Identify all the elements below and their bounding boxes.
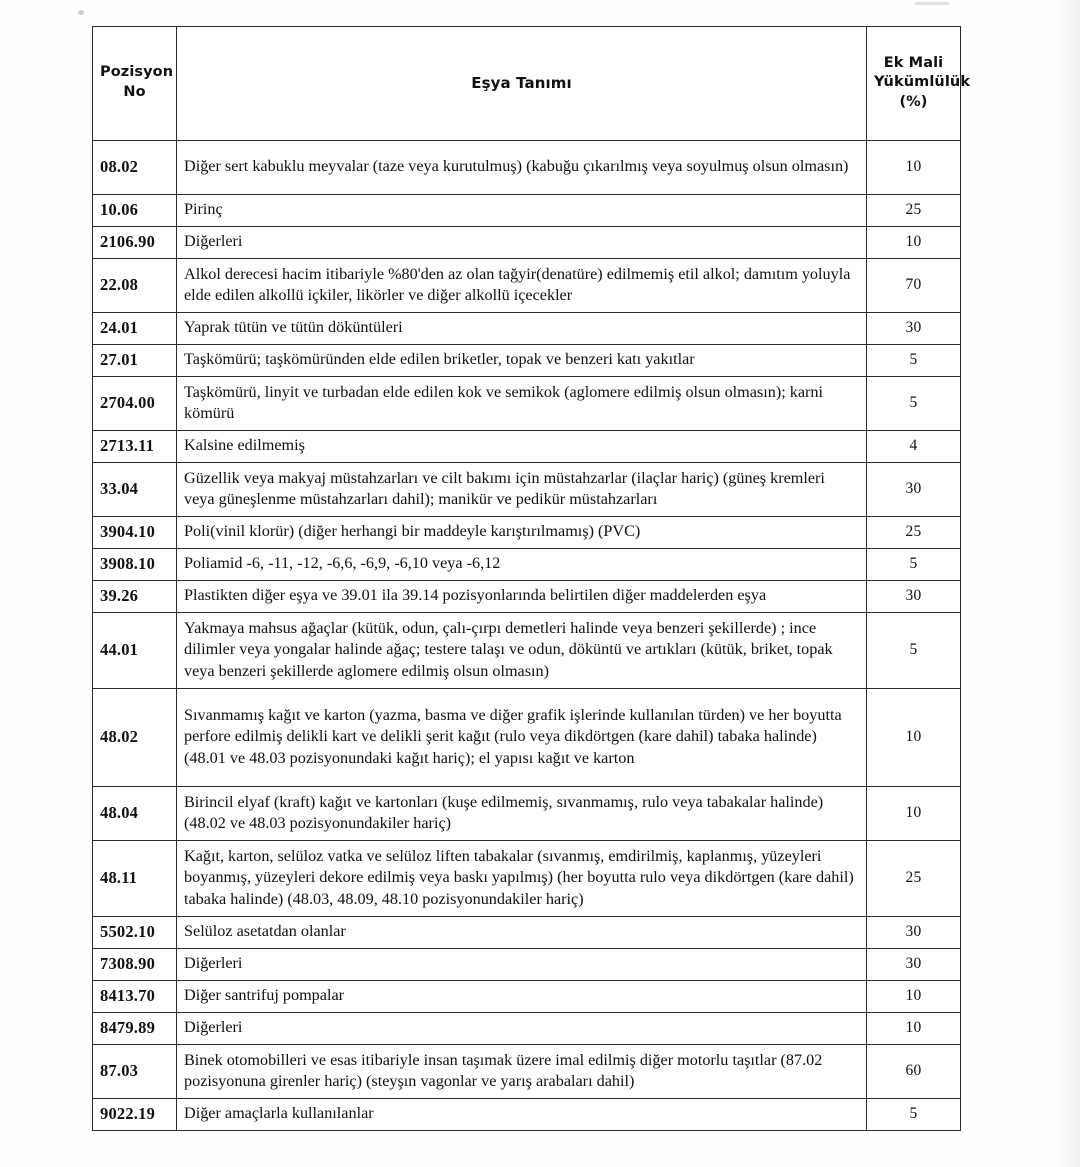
table-row [93, 841, 961, 917]
cell-description: Binek otomobilleri ve esas itibariyle insan taşımak üzere imal edilmiş diğer motorlu taşıtlar (87.02 pozisyonuna girenler hariç) (steyşın vagonlar ve yarış arabaları dahil) [177, 1045, 867, 1099]
cell-position-no: 3908.10 [93, 549, 177, 581]
column-header-position-no [93, 27, 177, 141]
cell-position-no: 2106.90 [93, 227, 177, 259]
table-row [93, 581, 961, 613]
cell-position-no: 7308.90 [93, 949, 177, 981]
table-header-row [93, 27, 961, 141]
cell-description: Sıvanmamış kağıt ve karton (yazma, basma ve diğer grafik işlerinde kullanılan türden) ve her boyutta perfore edilmiş delikli kart ve delikli şerit kağıt (rulo veya dikdörtgen (kare dahil) tabaka halinde) (48.01 ve 48.03 pozisyonundaki kağıt hariç); el yapısı kağıt ve karton [177, 689, 867, 787]
column-header-rate-line3: (%) [899, 93, 928, 110]
table-row [93, 981, 961, 1013]
cell-rate: 30 [867, 581, 961, 613]
cell-rate: 5 [867, 549, 961, 581]
tariff-table-container [92, 26, 971, 1131]
cell-position-no: 27.01 [93, 345, 177, 377]
table-row [93, 1045, 961, 1099]
cell-description: Diğer sert kabuklu meyvalar (taze veya kurutulmuş) (kabuğu çıkarılmış veya soyulmuş olsun olmasın) [177, 141, 867, 195]
column-header-position-no-line2: No [123, 84, 146, 100]
cell-position-no: 9022.19 [93, 1099, 177, 1131]
cell-position-no: 10.06 [93, 195, 177, 227]
cell-rate: 30 [867, 463, 961, 517]
table-row [93, 431, 961, 463]
scan-artifact-top-right [915, 2, 949, 5]
cell-position-no: 48.02 [93, 689, 177, 787]
column-header-description: Eşya Tanımı [177, 27, 867, 141]
cell-rate: 5 [867, 345, 961, 377]
cell-description: Yaprak tütün ve tütün döküntüleri [177, 313, 867, 345]
cell-position-no: 2704.00 [93, 377, 177, 431]
cell-rate: 10 [867, 689, 961, 787]
cell-rate: 60 [867, 1045, 961, 1099]
table-row [93, 141, 961, 195]
cell-rate: 10 [867, 1013, 961, 1045]
table-row [93, 787, 961, 841]
cell-position-no: 39.26 [93, 581, 177, 613]
cell-rate: 5 [867, 377, 961, 431]
cell-rate: 30 [867, 949, 961, 981]
cell-rate: 25 [867, 195, 961, 227]
cell-position-no: 22.08 [93, 259, 177, 313]
cell-description: Diğer santrifuj pompalar [177, 981, 867, 1013]
table-row [93, 313, 961, 345]
table-header [93, 27, 971, 141]
cell-position-no: 24.01 [93, 313, 177, 345]
cell-rate: 30 [867, 917, 961, 949]
cell-rate: 10 [867, 787, 961, 841]
table-row [93, 1099, 961, 1131]
table-row [93, 949, 961, 981]
cell-description: Taşkömürü; taşkömüründen elde edilen briketler, topak ve benzeri katı yakıtlar [177, 345, 867, 377]
table-row [93, 689, 961, 787]
cell-description: Selüloz asetatdan olanlar [177, 917, 867, 949]
cell-description: Birincil elyaf (kraft) kağıt ve kartonları (kuşe edilmemiş, sıvanmamış, rulo veya tabakalar halinde) (48.02 ve 48.03 pozisyonundakiler hariç) [177, 787, 867, 841]
cell-description: Plastikten diğer eşya ve 39.01 ila 39.14 pozisyonlarında belirtilen diğer maddelerden eşya [177, 581, 867, 613]
column-header-position-no-line1: Pozisyon [100, 64, 174, 81]
table-row [93, 227, 961, 259]
table-row [93, 613, 961, 689]
table-row [93, 517, 961, 549]
cell-position-no: 48.11 [93, 841, 177, 917]
cell-position-no: 44.01 [93, 613, 177, 689]
table-row [93, 377, 961, 431]
cell-position-no: 5502.10 [93, 917, 177, 949]
cell-position-no: 48.04 [93, 787, 177, 841]
cell-rate: 4 [867, 431, 961, 463]
cell-rate: 5 [867, 613, 961, 689]
table-row [93, 917, 961, 949]
cell-position-no: 2713.11 [93, 431, 177, 463]
cell-position-no: 8413.70 [93, 981, 177, 1013]
cell-rate: 25 [867, 517, 961, 549]
table-row [93, 549, 961, 581]
cell-description: Diğerleri [177, 949, 867, 981]
cell-rate: 5 [867, 1099, 961, 1131]
cell-description: Poli(vinil klorür) (diğer herhangi bir maddeyle karıştırılmamış) (PVC) [177, 517, 867, 549]
scan-artifact-top-left [78, 10, 84, 15]
table-row [93, 345, 961, 377]
cell-description: Diğer amaçlarla kullanılanlar [177, 1099, 867, 1131]
table-row [93, 195, 961, 227]
table-row [93, 1013, 961, 1045]
column-header-rate-line1: Ek Mali [883, 54, 944, 71]
cell-rate: 10 [867, 227, 961, 259]
cell-description: Poliamid -6, -11, -12, -6,6, -6,9, -6,10 veya -6,12 [177, 549, 867, 581]
cell-description: Yakmaya mahsus ağaçlar (kütük, odun, çalı-çırpı demetleri halinde veya benzeri şekillerde) ; ince dilimler veya yongalar halinde ağaç; testere talaşı ve odun, döküntü ve artıkları (kütük, briket, topak veya benzeri şekillerde aglomere edilmiş olsun olmasın) [177, 613, 867, 689]
table-body [93, 141, 961, 1131]
cell-description: Güzellik veya makyaj müstahzarları ve cilt bakımı için müstahzarlar (ilaçlar hariç) (güneş kremleri veya güneşlenme müstahzarları dahil); manikür ve pedikür müstahzarları [177, 463, 867, 517]
cell-position-no: 3904.10 [93, 517, 177, 549]
table-row [93, 259, 961, 313]
column-header-rate [867, 27, 971, 141]
cell-description: Kağıt, karton, selüloz vatka ve selüloz liften tabakalar (sıvanmış, emdirilmiş, kaplanmış, yüzeyleri boyanmış, yüzeyleri dekore edilmiş veya baskı yapılmış) (her boyutta rulo veya dikdörtgen (kare dahil) tabaka halinde) (48.03, 48.09, 48.10 pozisyonundakiler hariç) [177, 841, 867, 917]
cell-rate: 70 [867, 259, 961, 313]
cell-description: Diğerleri [177, 1013, 867, 1045]
cell-position-no: 33.04 [93, 463, 177, 517]
cell-position-no: 8479.89 [93, 1013, 177, 1045]
cell-position-no: 87.03 [93, 1045, 177, 1099]
cell-position-no: 08.02 [93, 141, 177, 195]
cell-description: Alkol derecesi hacim itibariyle %80'den az olan tağyir(denatüre) edilmemiş etil alkol; damıtım yoluyla elde edilen alkollü içkiler, likörler ve diğer alkollü içecekler [177, 259, 867, 313]
cell-rate: 25 [867, 841, 961, 917]
cell-description: Diğerleri [177, 227, 867, 259]
column-header-rate-line2: Yükümlülük [874, 74, 971, 91]
cell-rate: 10 [867, 981, 961, 1013]
cell-rate: 10 [867, 141, 961, 195]
table-row [93, 463, 961, 517]
cell-description: Kalsine edilmemiş [177, 431, 867, 463]
cell-description: Pirinç [177, 195, 867, 227]
tariff-table [92, 26, 971, 1131]
cell-rate: 30 [867, 313, 961, 345]
cell-description: Taşkömürü, linyit ve turbadan elde edilen kok ve semikok (aglomere edilmiş olsun olmasın); karni kömürü [177, 377, 867, 431]
page-edge-shading [1054, 0, 1080, 1167]
